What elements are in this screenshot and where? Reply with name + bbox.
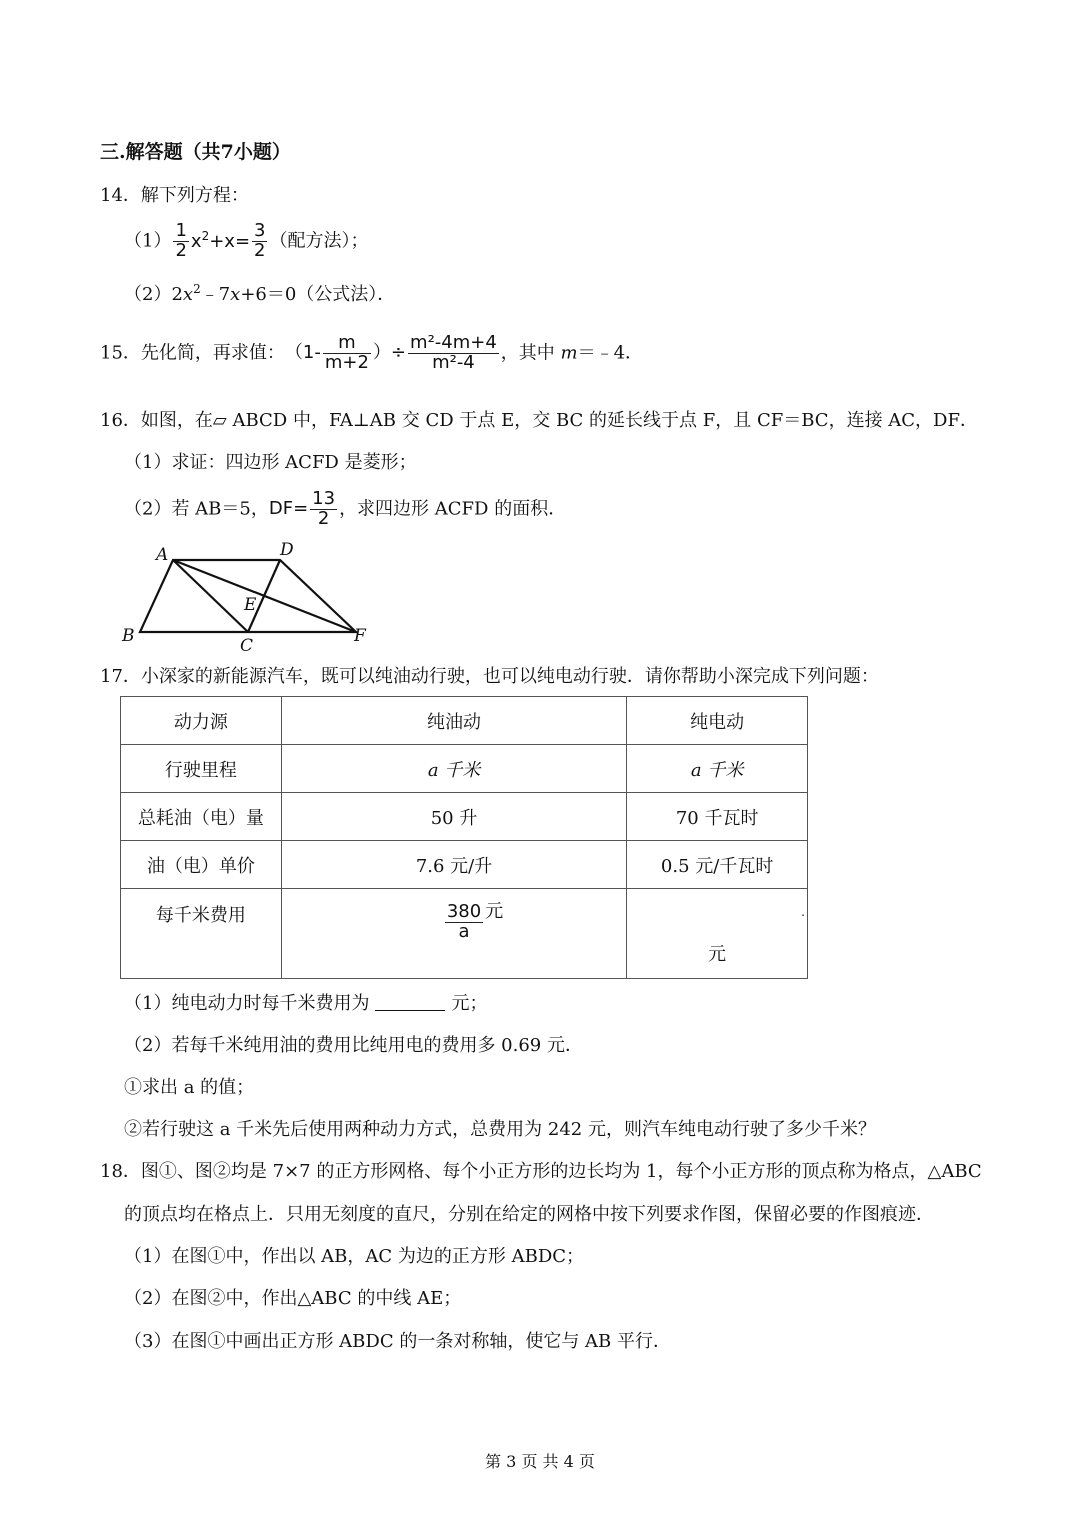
label-a: A [156,545,169,565]
q18-line1: 18．图①、图②均是 7×7 的正方形网格、每个小正方形的边长均为 1，每个小正方形的顶点称为格点，△ABC [100,1161,982,1182]
q16-part2: （2）若 AB＝5，DF= $\frac{13}{2}$ ，求四边形 ACFD 的面积． [124,488,567,529]
table-row: 动力源 纯油动 纯电动 [121,697,808,745]
q14-part2: $(2)2x^2﹣7x+6=0$（公式法）． [124,282,396,305]
q15: 15．先化简，再求值：（1- $\frac{m}{m+2}$ ）÷ $\frac{\text{m²-4m+4}}{\text{m²-4}}$ ，其中 m＝﹣4． [100,332,644,373]
label-c: C [240,636,254,656]
cost-per-km-oil-frac: $\frac{380}{a}$ [446,900,482,942]
q17-stem: 17．小深家的新能源汽车，既可以纯油动行驶，也可以纯电动行驶．请你帮助小深完成下列问题： [100,666,879,687]
q18-part3: （3）在图①中画出正方形 ABDC 的一条对称轴，使它与 AB 平行． [124,1331,671,1352]
q15-frac2: $\frac{\text{m²-4m+4}}{\text{m²-4}}$ [410,332,497,373]
label-e: E [244,595,257,615]
q15-frac1: $\frac{m}{m+2}$ [324,332,369,373]
q14-frac2: $\frac{3}{2}$ [254,220,266,261]
q17-part2-1: ①求出 a 的值； [124,1077,255,1098]
q18-part2: （2）在图②中，作出△ABC 的中线 AE； [124,1288,462,1309]
q16-frac: $\frac{13}{2}$ [312,488,336,529]
label-d: D [280,540,294,560]
table-row: 总耗油（电）量 50 升 70 千瓦时 [121,793,808,841]
label-b: B [122,626,135,646]
q17-part1: （1）纯电动力时每千米费用为 元； [124,993,488,1014]
q17-part2-2: ②若行驶这 a 千米先后使用两种动力方式，总费用为 242 元，则汽车纯电动行驶了多少千米？ [124,1119,876,1140]
q17-table [120,696,808,979]
q14-frac1: $\frac{1}{2}$ [175,220,187,261]
table-row: 油（电）单价 7.6 元/升 0.5 元/千瓦时 [121,841,808,889]
table-row: 每千米费用 $\frac{380}{a}$ 元 . 元 [121,889,808,979]
label-f: F [354,626,366,646]
q14-stem: 14．解下列方程： [100,185,249,206]
q14-part1: （1） $\frac{1}{2}$ $x^2+x=$ $\frac{3}{2}$ （配方法）； [124,220,369,261]
q16-figure [118,538,378,658]
q18-part1: （1）在图①中，作出以 AB，AC 为边的正方形 ABDC； [124,1246,585,1267]
q16-part1: （1）求证：四边形 ACFD 是菱形； [124,452,417,473]
q18-line2: 的顶点均在格点上．只用无刻度的直尺，分别在给定的网格中按下列要求作图，保留必要的作图痕迹． [124,1204,934,1225]
page-footer: 第 3 页 共 4 页 [485,1452,595,1471]
table-row: 行驶里程 a 千米 a 千米 [121,745,808,793]
answer-blank[interactable] [375,1010,445,1011]
segment-ac [173,560,248,632]
q16-stem: 16．如图，在▱ ABCD 中，FA⊥AB 交 CD 于点 E，交 BC 的延长线于点 F，且 CF＝BC，连接 AC，DF． [100,410,978,431]
section-title: 三.解答题（共7小题） [100,141,291,163]
q17-part2: （2）若每千米纯用油的费用比纯用电的费用多 0.69 元． [124,1035,583,1056]
